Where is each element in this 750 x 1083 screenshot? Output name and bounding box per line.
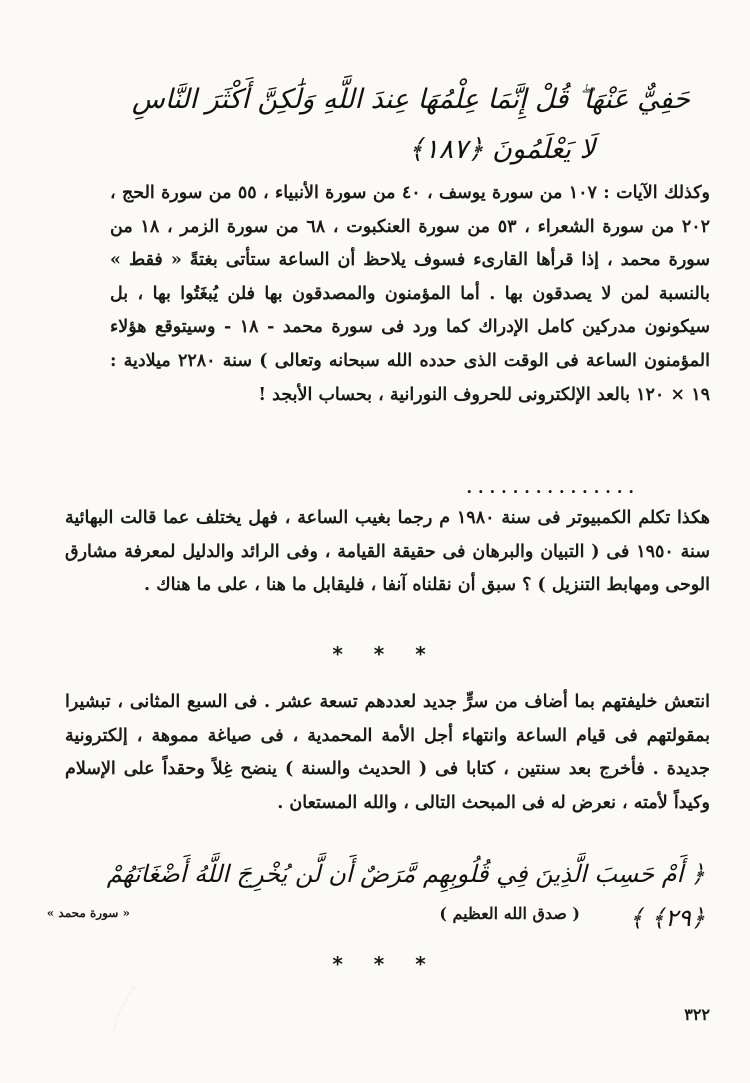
- paragraph-3: انتعش خليفتهم بما أضاف من سرٍّ جديد لعددهم تسعة عشر . فى السبع المثانى ، تبشيرا بمقولتهم فى قيام الساعة وانتهاء أجل الأمة المحمدية ، فى صياغة مموهة ، إلكترونية جديدة . فأخرج بعد سنتين ، كتابا فى ( الحديث والسنة ) ينضح غِلاً وحقداً على الإسلام وكيداً لأمته ، نعرض له فى المبحث التالى ، والله المستعان .: [65, 692, 710, 813]
- quran-verse-line-3: ﴿ أَمْ حَسِبَ الَّذِينَ فِي قُلُوبِهِم مَّرَضٌ أَن لَّن يُخْرِجَ اللَّهُ أَضْغَانَهُمْ ﴿٢٩﴾ ﴾: [106, 860, 705, 932]
- page-number: ٣٢٢: [684, 1005, 710, 1024]
- scan-smudge-icon: [110, 985, 140, 1035]
- section-separator-1: * * *: [332, 642, 438, 666]
- book-page: [46, 60, 711, 1050]
- verse-attribution: ( صدق الله العظيم ): [439, 904, 580, 923]
- surah-reference: « سورة محمد »: [46, 906, 130, 920]
- paragraph-2: هكذا تكلم الكمبيوتر فى سنة ١٩٨٠ م رجما بغيب الساعة ، فهل يختلف عما قالت البهائية سنة ١٩٥٠ فى ( التبيان والبرهان فى حقيقة القيامة ، وفى الرائد والدليل لمعرفة مشارق الوحى ومهابط التنزيل ) ؟ سبق أن نقلناه آنفا ، فليقابل ما هنا ، على ما هناك .: [65, 508, 711, 596]
- section-separator-2: * * *: [332, 952, 438, 976]
- dotted-separator: ...............: [466, 478, 640, 497]
- quran-verse-line-2: لَا يَعْلَمُونَ ﴿١٨٧﴾: [408, 134, 595, 165]
- quran-verse-line-1: حَفِيٌّ عَنْهَا ۖ قُلْ إِنَّمَا عِلْمُهَا عِندَ اللَّهِ وَلَٰكِنَّ أَكْثَرَ النَّاسِ: [131, 84, 690, 115]
- paragraph-1: وكذلك الآيات : ١٠٧ من سورة يوسف ، ٤٠ من سورة الأنبياء ، ٥٥ من سورة الحج ، ٢٠٢ من سورة الشعراء ، ٥٣ من سورة العنكبوت ، ٦٨ من سورة الزمر ، ١٨ من سورة محمد ، إذا قرأها القارىء فسوف يلاحظ أن الساعة ستأتى بغتةً « فقط » بالنسبة لمن لا يصدقون بها . أما المؤمنون والمصدقون بها فلن يُبغَتُوا بها ، بل سيكونون مدركين كامل الإدراك كما ورد فى سورة محمد - ١٨ - وسيتوقع هؤلاء المؤمنون الساعة فى الوقت الذى حدده الله سبحانه وتعالى ) سنة ٢٢٨٠ ميلادية : ١٩ × ١٢٠ بالعد الإلكترونى للحروف النورانية ، بحساب الأبجد !: [110, 183, 711, 405]
